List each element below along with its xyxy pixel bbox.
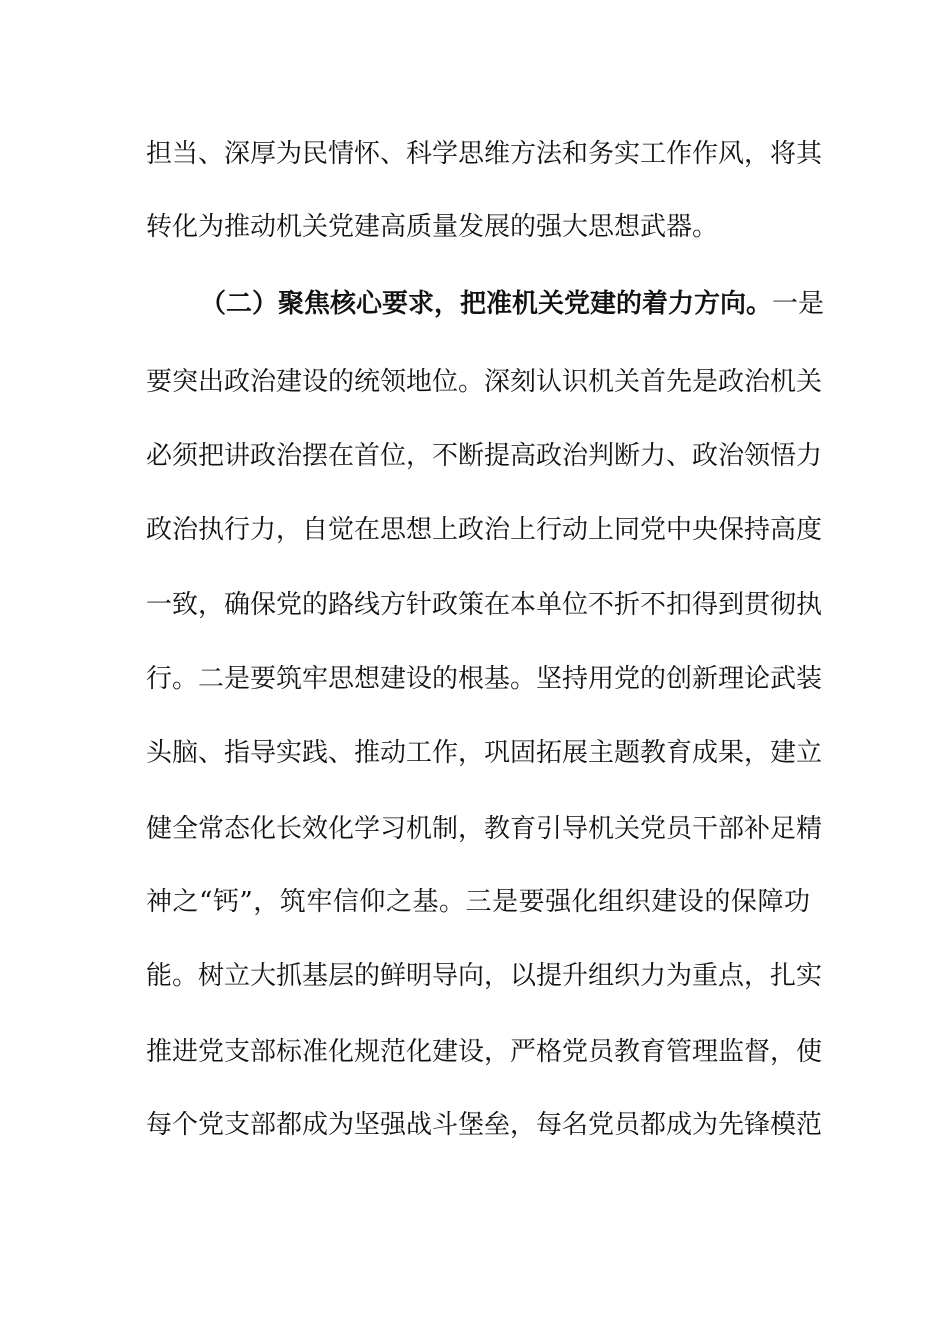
text-line: 头脑、指导实践、推动工作，巩固拓展主题教育成果，建立 — [146, 738, 823, 768]
text-line: 政治执行力，自觉在思想上政治上行动上同党中央保持高度 — [146, 515, 823, 545]
section-heading-line — [200, 284, 825, 324]
text-line: 健全常态化长效化学习机制，教育引导机关党员干部补足精 — [146, 814, 823, 844]
text-line: 能。树立大抓基层的鲜明导向，以提升组织力为重点，扎实 — [146, 961, 823, 991]
text-line: 担当、深厚为民情怀、科学思维方法和务实工作作风，将其 — [146, 139, 823, 169]
text-line: 推进党支部标准化规范化建设，严格党员教育管理监督，使 — [146, 1037, 823, 1067]
text-line: 每个党支部都成为坚强战斗堡垒，每名党员都成为先锋模范 — [146, 1110, 823, 1140]
text-line: 神之“钙”，筑牢信仰之基。三是要强化组织建设的保障功 — [146, 887, 810, 917]
text-line: 行。二是要筑牢思想建设的根基。坚持用党的创新理论武装 — [146, 664, 823, 694]
text-line: 必须把讲政治摆在首位，不断提高政治判断力、政治领悟力 — [146, 441, 823, 471]
text-line: 一致，确保党的路线方针政策在本单位不折不扣得到贯彻执 — [146, 590, 823, 620]
text-line: 转化为推动机关党建高质量发展的强大思想武器。 — [146, 212, 719, 242]
section-heading: （二）聚焦核心要求，把准机关党建的着力方向。 — [200, 289, 773, 319]
text-line: 要突出政治建设的统领地位。深刻认识机关首先是政治机关 — [146, 367, 823, 397]
text-run: 一是 — [772, 289, 825, 319]
